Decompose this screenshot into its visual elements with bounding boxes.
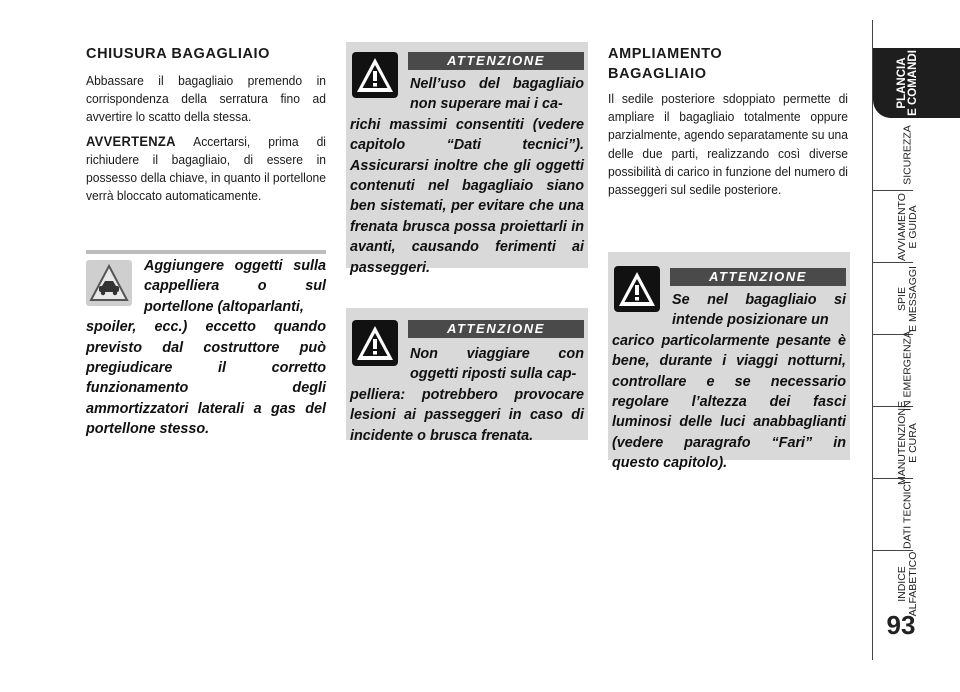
warning-text (612, 290, 846, 474)
tab-label: E GUIDA (907, 205, 919, 249)
tab-label: AVVIAMENTO (896, 193, 908, 261)
tab-sicurezza[interactable] (873, 120, 960, 190)
warning-rest: pelliera: potrebbero provocare lesioni ai passeggeri in caso di incidente o brusca frenata. (350, 386, 584, 444)
warning-lead: Se nel bagagliaio si intende posizionare un (672, 292, 846, 329)
section-chiusura-bagagliaio (86, 40, 326, 211)
tab-label: E COMANDI (907, 50, 919, 116)
tab-spie-e-messaggi[interactable] (873, 264, 960, 334)
tab-label: SICUREZZA (901, 125, 914, 185)
tab-label: MANUTENZIONE (896, 401, 908, 485)
section-ampliamento-bagagliaio (608, 40, 850, 205)
tab-label: IN EMERGENZA (901, 331, 914, 411)
page-number: 93 (886, 610, 916, 640)
warning-rest: carico particolarmente pesante è bene, durante i viaggi notturni, controllare e se necessario regolare l’altezza dei fasci luminosi delle luci anabbaglianti (vedere paragrafo “Fari” in questo capitolo). (612, 332, 846, 472)
tab-separator (873, 262, 913, 263)
warning-text (350, 74, 584, 278)
tab-avviamento-e-guida[interactable] (873, 192, 960, 262)
tab-manutenzione-e-cura[interactable] (873, 401, 960, 485)
avvertenza-text: Accertarsi, prima di richiudere il bagagliaio, di essere in possesso della chiave, in quanto il portellone verrà bloccato automaticamente. (86, 134, 326, 204)
tab-plancia-e-comandi[interactable] (873, 48, 960, 118)
paragraph: Il sedile posteriore sdoppiato permette di ampliare il bagagliaio totalmente oppure parzialmente, agendo separatamente su una delle due parti, realizzando così diverse possibilità di carico in funzione del numero di passeggeri sul sedile posteriore. (608, 92, 848, 198)
section-body (608, 90, 848, 199)
note-lead: Aggiungere oggetti sulla cappelliera o sul portellone (altoparlanti, (144, 258, 326, 315)
warning-text (350, 344, 584, 446)
avvertenza-lead: AVVERTENZA (86, 133, 176, 149)
tab-separator (873, 190, 913, 191)
tab-in-emergenza[interactable] (873, 331, 960, 411)
tab-label: E CURA (907, 423, 919, 463)
tab-label: DATI TECNICI (901, 481, 914, 549)
attenzione-badge: ATTENZIONE (408, 320, 584, 338)
section-title-line1: AMPLIAMENTO (608, 46, 723, 62)
note-divider (86, 250, 326, 254)
attenzione-badge: ATTENZIONE (408, 52, 584, 70)
section-title: CHIUSURA BAGAGLIAIO (86, 46, 271, 62)
tab-indice-alfabetico[interactable] (873, 552, 960, 616)
warning-rest: richi massimi consentiti (vedere capitolo “Dati tecnici”). Assicurarsi inoltre che gli oggetti contenuti nel bagagliaio siano ben sistemati, per evitare che una frenata brusca possa proiettarli in avanti, causando ferimenti ai passeggeri. (350, 116, 584, 276)
tab-label: PLANCIA (896, 57, 908, 109)
section-title (608, 44, 850, 84)
warning-lead: Nell’uso del bagagliaio non superare mai i ca- (410, 76, 584, 113)
warning-box-2 (346, 308, 588, 444)
tab-label: E MESSAGGI (907, 266, 919, 332)
tab-dati-tecnici[interactable] (873, 480, 960, 550)
section-body (86, 72, 326, 205)
note-text (86, 256, 326, 440)
warning-box-1 (346, 42, 588, 276)
attenzione-badge: ATTENZIONE (670, 268, 846, 286)
tab-label: ALFABETICO (907, 551, 919, 617)
tab-label: SPIE (896, 287, 908, 311)
paragraph: Abbassare il bagagliaio premendo in corrispondenza della serratura fino ad avvertire lo scatto della stessa. (86, 74, 326, 125)
note-rest: spoiler, ecc.) eccetto quando previsto dal costruttore può pregiudicare il corretto funzionamento degli ammortizzatori laterali a gas del portellone stesso. (86, 319, 326, 438)
paragraph-avvertenza (86, 133, 326, 206)
warning-box-3 (608, 252, 850, 472)
tab-label: INDICE (896, 566, 908, 602)
section-title-line2: BAGAGLIAIO (608, 66, 707, 82)
warning-lead: Non viaggiare con oggetti riposti sulla cap- (410, 346, 584, 383)
